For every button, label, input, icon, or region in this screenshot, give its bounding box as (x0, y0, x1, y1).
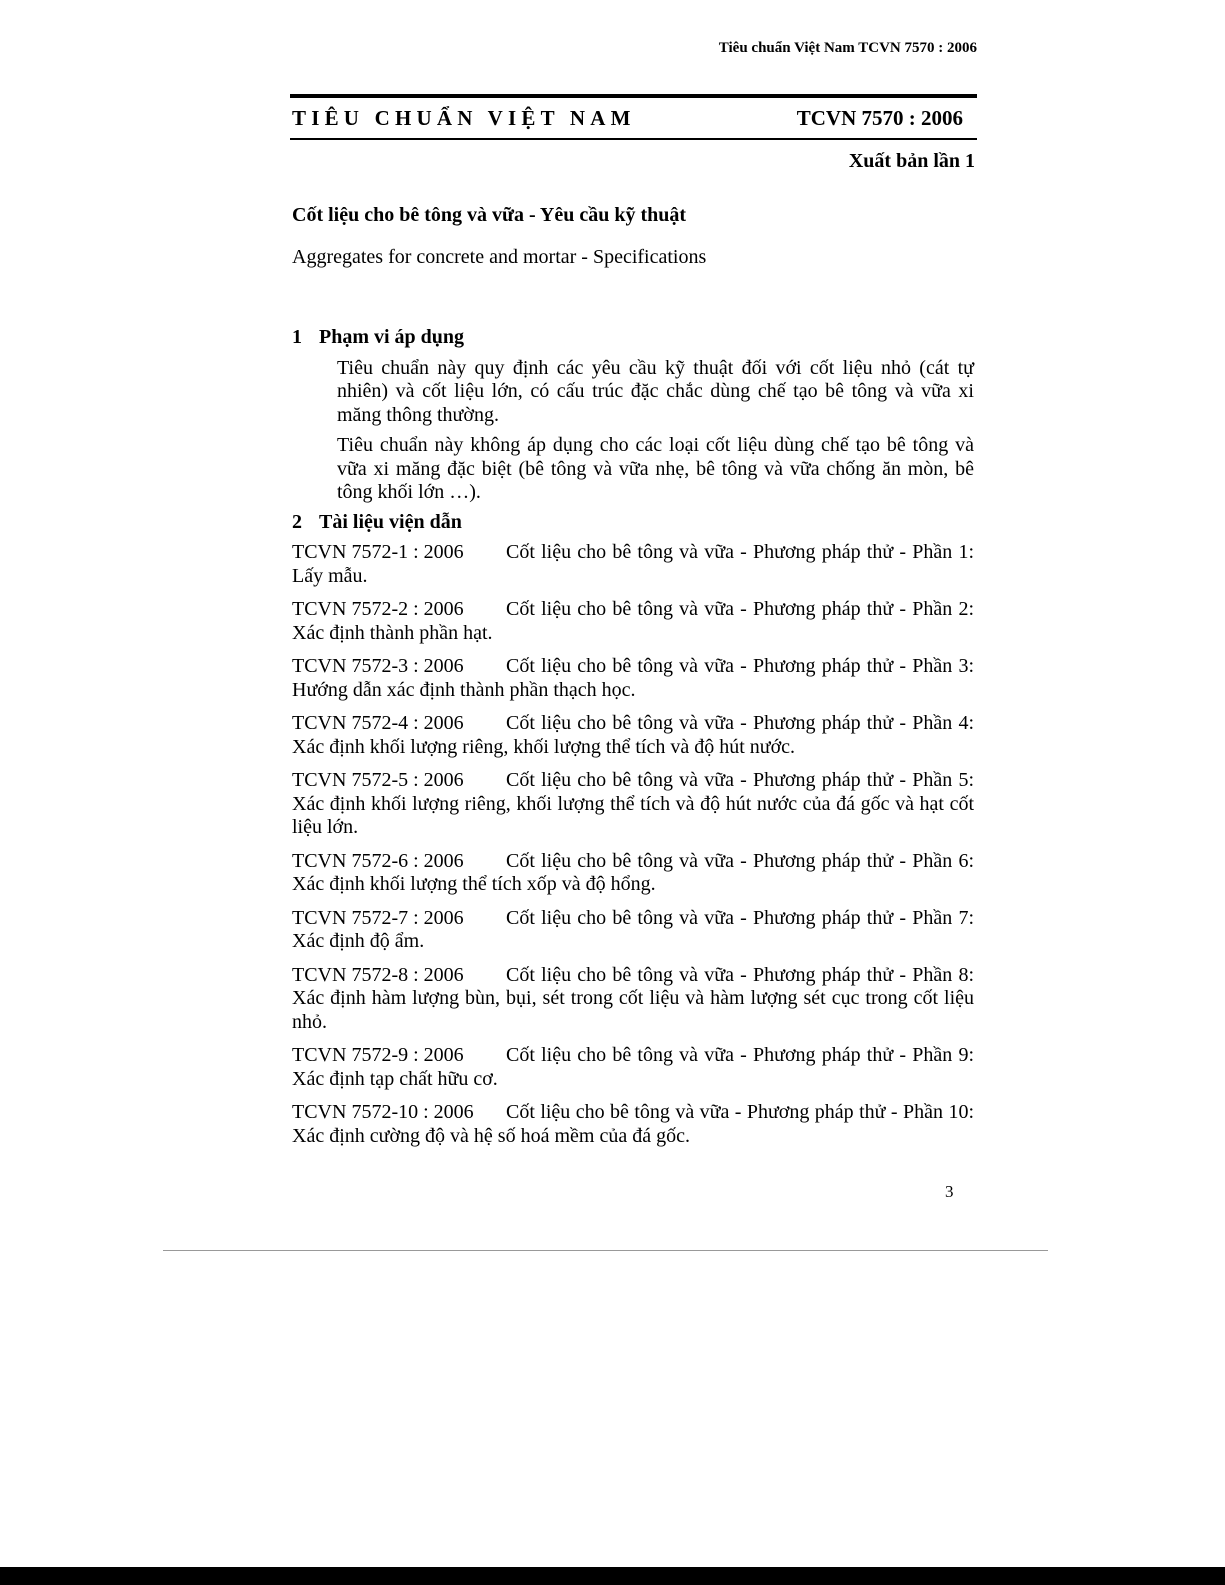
reference-code: TCVN 7572-10 : 2006 (292, 1101, 474, 1123)
reference-code: TCVN 7572-2 : 2006 (292, 598, 464, 620)
reference-code: TCVN 7572-6 : 2006 (292, 849, 464, 872)
reference-text: Cốt liệu cho bê tông và vữa - Phương pháp thử - Phần 7: Xác định độ ẩm. (292, 906, 974, 952)
reference-text: Cốt liệu cho bê tông và vữa - Phương pháp thử - Phần 8: Xác định hàm lượng bùn, bụi, sét trong cốt liệu và hàm lượng sét cục trong cốt liệu nhỏ. (292, 963, 974, 1033)
section-heading-references (292, 511, 974, 535)
reference-text: Cốt liệu cho bê tông và vữa - Phương pháp thử - Phần 5: Xác định khối lượng riêng, khối lượng thể tích và độ hút nước của đá gốc và hạt cốt liệu lớn. (292, 769, 974, 838)
reference-item (292, 541, 974, 588)
section-heading-scope (292, 326, 974, 350)
reference-code: TCVN 7572-9 : 2006 (292, 1044, 464, 1066)
reference-code: TCVN 7572-3 : 2006 (292, 655, 464, 677)
reference-code: TCVN 7572-5 : 2006 (292, 769, 464, 791)
document-body (292, 326, 974, 1158)
reference-item (292, 907, 974, 954)
document-title-english: Aggregates for concrete and mortar - Specifications (292, 246, 707, 268)
section-number: 2 (292, 510, 302, 533)
paragraph: Tiêu chuẩn này quy định các yêu cầu kỹ thuật đối với cốt liệu nhỏ (cát tự nhiên) và cốt liệu lớn, có cấu trúc đặc chắc dùng chế tạo bê tông và vữa xi măng thông thường. (337, 356, 974, 426)
reference-item (292, 712, 974, 759)
reference-text: Cốt liệu cho bê tông và vữa - Phương pháp thử - Phần 6: Xác định khối lượng thể tích xốp và độ hổng. (292, 849, 974, 895)
masthead-bottom-rule (290, 138, 977, 140)
scan-bottom-bar (0, 1567, 1225, 1585)
reference-text: Cốt liệu cho bê tông và vữa - Phương pháp thử - Phần 4: Xác định khối lượng riêng, khối lượng thể tích và độ hút nước. (292, 712, 974, 758)
section-title: Tài liệu viện dẫn (319, 510, 462, 533)
section-number: 1 (292, 326, 302, 348)
reference-list (292, 541, 974, 1148)
reference-item (292, 1101, 974, 1148)
running-header: Tiêu chuẩn Việt Nam TCVN 7570 : 2006 (718, 40, 977, 56)
reference-text: Cốt liệu cho bê tông và vữa - Phương pháp thử - Phần 10: Xác định cường độ và hệ số hoá mềm của đá gốc. (292, 1101, 974, 1147)
reference-item (292, 1044, 974, 1091)
standard-series-title: TIÊU CHUẨN VIỆT NAM (292, 106, 636, 130)
edition-label: Xuất bản lần 1 (848, 150, 975, 172)
paragraph: Tiêu chuẩn này không áp dụng cho các loại cốt liệu dùng chế tạo bê tông và vữa xi măng đặc biệt (bê tông và vữa nhẹ, bê tông và vữa chống ăn mòn, bê tông khối lớn …). (337, 434, 974, 503)
standard-code: TCVN 7570 : 2006 (796, 106, 963, 130)
reference-code: TCVN 7572-7 : 2006 (292, 906, 464, 929)
page-number: 3 (945, 1182, 954, 1201)
reference-text: Cốt liệu cho bê tông và vữa - Phương pháp thử - Phần 9: Xác định tạp chất hữu cơ. (292, 1044, 974, 1090)
reference-item (292, 655, 974, 702)
reference-text: Cốt liệu cho bê tông và vữa - Phương pháp thử - Phần 1: Lấy mẫu. (292, 541, 974, 587)
reference-text: Cốt liệu cho bê tông và vữa - Phương pháp thử - Phần 2: Xác định thành phần hạt. (292, 598, 974, 644)
reference-item (292, 769, 974, 840)
page-bottom-rule (163, 1250, 1048, 1251)
section-scope-body (337, 357, 974, 505)
reference-code: TCVN 7572-4 : 2006 (292, 712, 464, 734)
reference-text: Cốt liệu cho bê tông và vữa - Phương pháp thử - Phần 3: Hướng dẫn xác định thành phần thạch học. (292, 655, 974, 701)
masthead-top-rule (290, 94, 977, 98)
reference-item (292, 850, 974, 897)
reference-item (292, 598, 974, 645)
reference-item (292, 964, 974, 1035)
reference-code: TCVN 7572-8 : 2006 (292, 963, 464, 986)
reference-code: TCVN 7572-1 : 2006 (292, 541, 464, 563)
document-title: Cốt liệu cho bê tông và vữa - Yêu cầu kỹ thuật (292, 204, 687, 226)
section-title: Phạm vi áp dụng (319, 326, 465, 348)
